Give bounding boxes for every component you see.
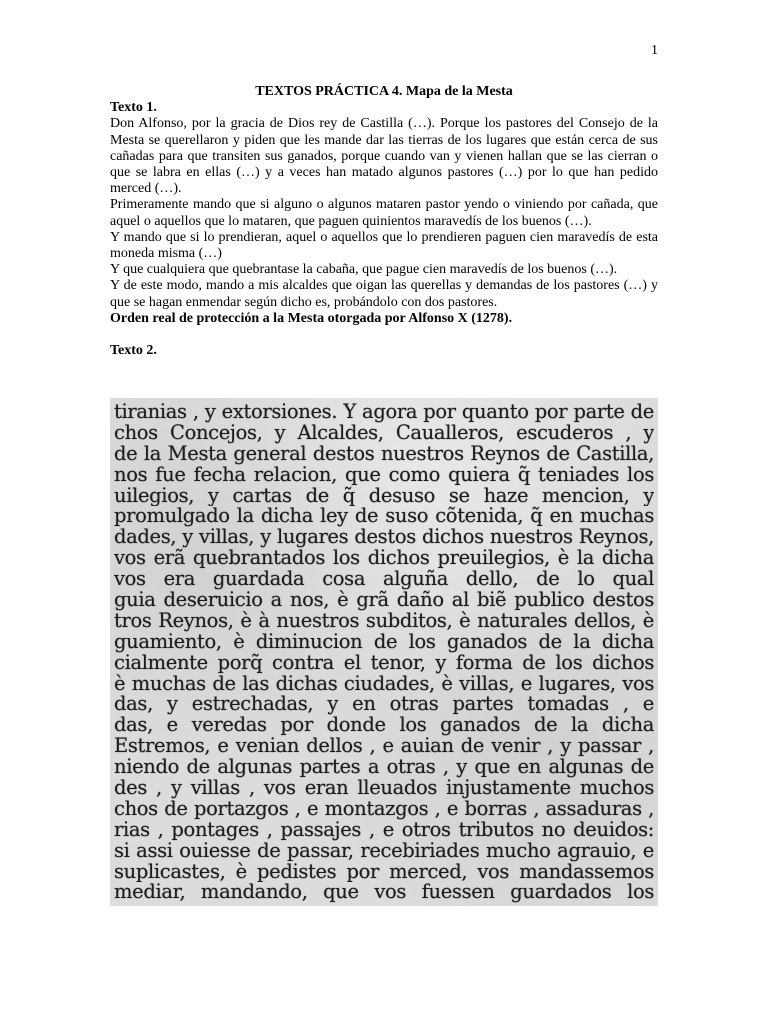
texto1-paragraph-3: Y mando que si lo prendieran, aquel o aquellos que lo prendieren paguen cien maravedís de esta moneda misma (…): [110, 229, 658, 262]
scan-line: guamiento, è diminucion de los ganados de la dicha: [114, 631, 654, 653]
scan-line: promulgado la dicha ley de suso cõtenida, q̃ en muchas: [114, 506, 654, 528]
texto1-paragraph-2: Primeramente mando que si alguno o algunos mataren pastor yendo o viniendo por cañada, que aquel o aquellos que lo mataren, que paguen quinientos maravedís de los buenos (…).: [110, 197, 658, 229]
document-title: TEXTOS PRÁCTICA 4. Mapa de la Mesta: [255, 84, 513, 99]
scan-line: mediar, mandando, que vos fuessen guardados los: [114, 882, 654, 904]
scan-line: chos Concejos, y Alcaldes, Caualleros, escuderos , y: [114, 422, 654, 444]
scan-line: des , y villas , vos eran lleuados injustamente muchos: [114, 778, 654, 799]
scan-line: niendo de algunas partes a otras , y que en algunas de: [114, 757, 654, 779]
scan-line: guia deseruicio a nos, è grã daño al biẽ publico destos: [114, 590, 654, 611]
scan-line: vos era guardada cosa alguña dello, de lo qual: [114, 569, 654, 591]
historical-document-scan: [110, 398, 658, 906]
texto1-heading: Texto 1.: [110, 100, 157, 116]
scan-line: Estremos, e venian dellos , e auian de venir , y passar ,: [114, 736, 654, 758]
scan-line: dades, y villas, y lugares destos dichos nuestros Reynos,: [114, 527, 654, 549]
texto1-paragraph-4: Y que cualquiera que quebrantase la cabaña, que pague cien maravedís de los buenos (…).: [110, 262, 618, 278]
scan-line: suplicastes, è pedistes por merced, vos mandassemos: [114, 861, 654, 883]
texto1-paragraph-5: Y de este modo, mando a mis alcaldes que oigan las querellas y demandas de los pastores (…) y que se hagan enmendar según dicho es, probándolo con dos pastores.: [110, 278, 658, 310]
scan-line: cialmente porq̃ contra el tenor, y forma de los dichos: [114, 652, 654, 674]
scan-line: de la Mesta general destos nuestros Reynos de Castilla,: [114, 443, 654, 465]
scan-line: tiranias , y extorsiones. Y agora por quanto por parte de: [114, 402, 654, 423]
scan-line: tros Reynos, è à nuestros subditos, è naturales dellos, è: [114, 610, 654, 632]
scan-text-block: [114, 402, 654, 906]
scan-line: das, y estrechadas, y en otras partes tomadas , e: [114, 694, 654, 716]
texto1-source: Orden real de protección a la Mesta otorgada por Alfonso X (1278).: [110, 310, 513, 326]
scan-line: vos erã quebrantados los dichos preuilegios, è la dicha: [114, 548, 654, 570]
section-spacer: [110, 327, 658, 343]
texto1-paragraph-1: Don Alfonso, por la gracia de Dios rey de Castilla (…). Porque los pastores del Consejo de la Mesta se querellaron y piden que les mande dar las tierras de los lugares que están cerca de sus cañadas para que transiten sus ganados, porque cuando van y vienen hallan que se las cierran o que se labra en ellas (…) y a veces han matado algunos pastores (…) por lo que han pedido merced (…).: [110, 116, 658, 197]
scan-line: si assi ouiesse de passar, recebiriades mucho agrauio, e: [114, 840, 654, 862]
texto2-heading: Texto 2.: [110, 343, 157, 359]
scan-line: rias , pontages , passajes , e otros tributos no deuidos:: [114, 819, 654, 841]
scan-line: è muchas de las dichas ciudades, è villas, e lugares, vos: [114, 673, 654, 695]
scan-line: nos fue fecha relacion, que como quiera q̃ teniades los: [114, 464, 654, 486]
document-body: [110, 84, 658, 359]
scan-line: chos de portazgos , e montazgos , e borras , assaduras ,: [114, 798, 654, 820]
scan-line: das, e veredas por donde los ganados de la dicha: [114, 715, 654, 737]
page-number: 1: [651, 43, 658, 58]
scan-line: uilegios, y cartas de q̃ desuso se haze mencion, y: [114, 485, 654, 507]
